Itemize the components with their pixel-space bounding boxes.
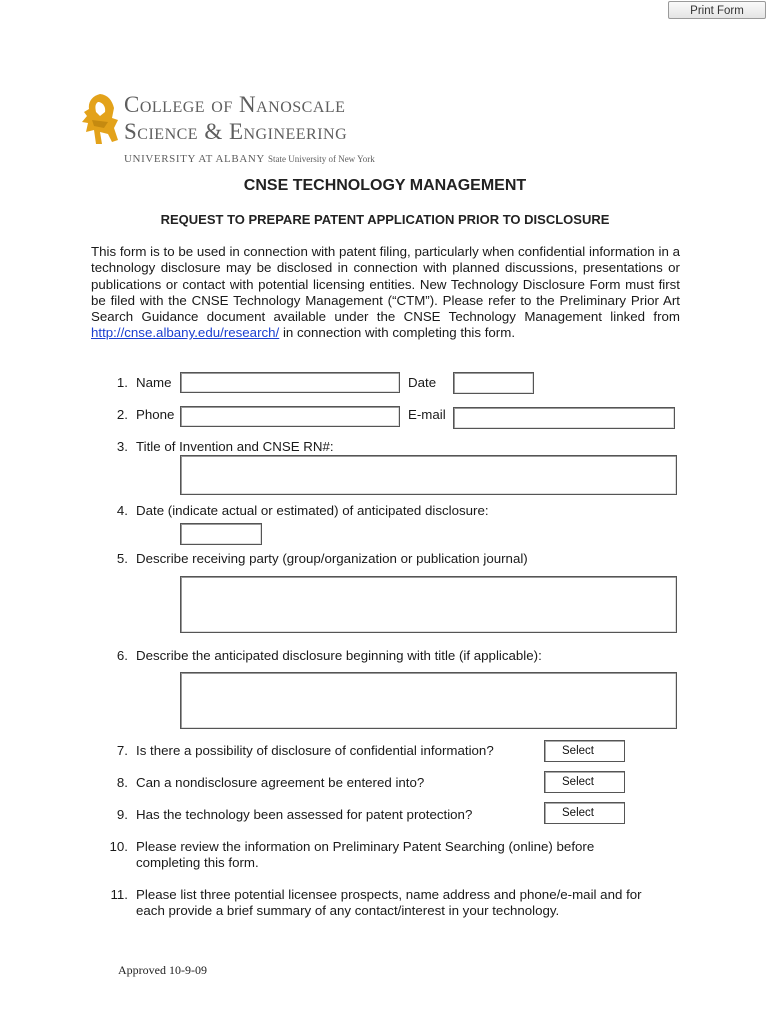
- disclosure-description-label: Describe the anticipated disclosure beginning with title (if applicable):: [136, 648, 542, 663]
- question-number: 9.: [116, 807, 128, 822]
- licensee-prospects-line2: each provide a brief summary of any contact/interest in your technology.: [136, 903, 560, 918]
- cnse-logo: [78, 92, 398, 164]
- intro-text-after: in connection with completing this form.: [279, 325, 516, 341]
- title-invention-input[interactable]: [180, 455, 677, 495]
- nda-label: Can a nondisclosure agreement be entered into?: [136, 775, 425, 790]
- phone-input[interactable]: [180, 406, 400, 427]
- page-subtitle: REQUEST TO PREPARE PATENT APPLICATION PRIOR TO DISCLOSURE: [160, 212, 610, 227]
- intro-text-before: This form is to be used in connection with patent filing, particularly when confidential information in a technology disclosure may be disclosed in connection with planned discussions, presentations or publications or contact with potential licensing entities. New Technology Disclosure Form must first be filed with the CNSE Technology Management (“CTM”). Please refer to the Preliminary Prior Art Search Guidance document available under the CNSE Technology Management linked from: [91, 244, 680, 325]
- question-3: [106, 439, 334, 455]
- email-input[interactable]: [453, 407, 675, 429]
- question-4: [106, 503, 489, 519]
- intro-paragraph: [91, 244, 680, 342]
- title-invention-label: Title of Invention and CNSE RN#:: [136, 439, 334, 454]
- name-label: Name: [136, 375, 172, 390]
- cnse-emblem-icon: [78, 92, 122, 148]
- approved-date: Approved 10-9-09: [118, 963, 207, 977]
- name-input[interactable]: [180, 372, 400, 393]
- question-number: 10.: [109, 839, 128, 854]
- question-number: 6.: [116, 648, 128, 663]
- disclosure-date-label: Date (indicate actual or estimated) of anticipated disclosure:: [136, 503, 489, 518]
- confidential-info-select[interactable]: Select: [544, 740, 625, 762]
- date-input[interactable]: [453, 372, 534, 394]
- question-number: 3.: [116, 439, 128, 454]
- patent-assessed-select[interactable]: Select: [544, 802, 625, 824]
- patent-searching-line1: Please review the information on Preliminary Patent Searching (online) before: [136, 839, 595, 854]
- question-6: [106, 648, 542, 664]
- question-8: [106, 775, 424, 791]
- print-form-button[interactable]: Print Form: [668, 1, 766, 19]
- logo-suny-name: State University of New York: [267, 154, 375, 164]
- logo-university-line: [124, 149, 375, 167]
- patent-searching-line2: completing this form.: [136, 855, 259, 870]
- date-label: Date: [408, 375, 437, 390]
- email-label: E-mail: [408, 407, 446, 422]
- question-number: 7.: [116, 743, 128, 758]
- question-number: 4.: [116, 503, 128, 518]
- page-title: CNSE TECHNOLOGY MANAGEMENT: [243, 177, 527, 194]
- patent-assessed-label: Has the technology been assessed for patent protection?: [136, 807, 473, 822]
- logo-college-name: College of Nanoscale: [124, 92, 346, 117]
- question-number: 8.: [116, 775, 128, 790]
- question-number: 5.: [116, 551, 128, 566]
- question-9: [106, 807, 472, 823]
- disclosure-description-input[interactable]: [180, 672, 677, 729]
- confidential-info-label: Is there a possibility of disclosure of confidential information?: [136, 743, 494, 758]
- phone-label: Phone: [136, 407, 175, 422]
- question-number: 11.: [110, 887, 128, 902]
- question-2: [106, 407, 174, 423]
- question-5: [106, 551, 528, 567]
- question-number: 2.: [116, 407, 128, 422]
- receiving-party-input[interactable]: [180, 576, 677, 633]
- question-1: [106, 375, 171, 391]
- disclosure-date-input[interactable]: [180, 523, 262, 545]
- logo-school-name: Science & Engineering: [124, 119, 348, 144]
- question-number: 1.: [116, 375, 128, 390]
- receiving-party-label: Describe receiving party (group/organization or publication journal): [136, 551, 528, 566]
- question-7: [106, 743, 494, 759]
- nda-select[interactable]: Select: [544, 771, 625, 793]
- logo-university-name: UNIVERSITY AT ALBANY: [124, 153, 265, 165]
- licensee-prospects-line1: Please list three potential licensee prospects, name address and phone/e-mail and for: [136, 887, 642, 902]
- research-link[interactable]: http://cnse.albany.edu/research/: [91, 325, 280, 341]
